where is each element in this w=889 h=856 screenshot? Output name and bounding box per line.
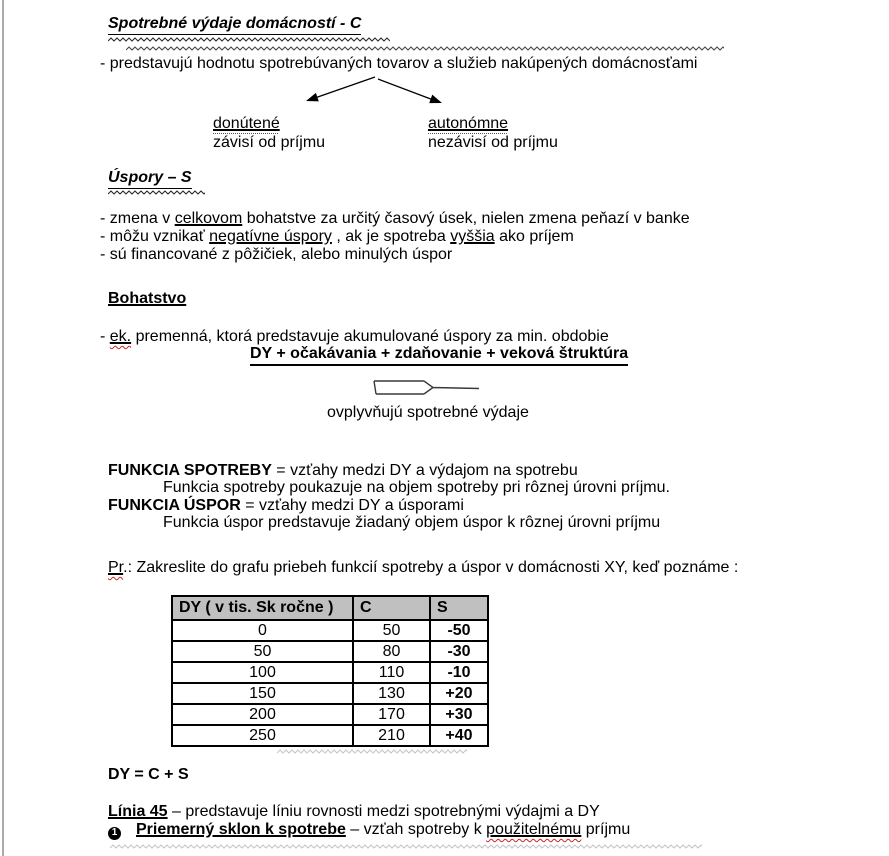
table-row: 200 170 +30 xyxy=(172,704,488,725)
table-row: 150 130 +20 xyxy=(172,683,488,704)
function-consumption-sub: Funkcia spotreby poukazuje na objem spotreby pri rôznej úrovni príjmu. xyxy=(163,479,670,496)
section-title-savings xyxy=(108,169,192,189)
branch-left-term: donútené xyxy=(213,115,280,132)
equation-dy: DY = C + S xyxy=(108,766,189,783)
branch-split-arrows-icon xyxy=(292,74,452,106)
savings-bullet-2: - môžu vznikať negatívne úspory , ak je spotreba vyššia ako príjem xyxy=(100,228,574,245)
savings-bullets xyxy=(100,210,690,264)
savings-bullet-1: - zmena v celkovom bohatstve za určitý časový úsek, nielen zmena peňazí v banke xyxy=(100,210,690,227)
table-row: 100 110 -10 xyxy=(172,662,488,683)
section-title-wealth xyxy=(108,290,186,308)
intro-paragraph: - predstavujú hodnotu spotrebúvaných tovarov a služieb nakúpených domácnosťami xyxy=(100,55,698,72)
table-header-c: C xyxy=(353,596,430,620)
pencil-pointer-icon xyxy=(372,378,482,398)
wealth-formula-wrap xyxy=(250,345,628,366)
squiggle-artifact-faint xyxy=(277,749,467,754)
wealth-underlined-word: ek. xyxy=(109,328,132,345)
section-title-consumption xyxy=(108,15,361,35)
table-row: 250 210 +40 xyxy=(172,725,488,746)
squiggle-under-title-consumption xyxy=(108,37,390,42)
exercise-line: Pr.: Zakreslite do grafu priebeh funkcií spotreby a úspor v domácnosti XY, keď poznáme : xyxy=(108,559,739,576)
branch-right xyxy=(428,114,558,152)
function-savings-line: FUNKCIA ÚSPOR = vzťahy medzi DY a úsporami xyxy=(108,497,464,514)
line45-term: Línia 45 xyxy=(108,803,168,820)
function-savings-term: FUNKCIA ÚSPOR xyxy=(108,497,241,514)
wealth-bullet: - ek. premenná, ktorá predstavuje akumulované úspory za min. obdobie xyxy=(100,328,609,345)
wealth-formula: DY + očakávania + zdaňovanie + veková štruktúra xyxy=(250,345,628,366)
title-savings-text: Úspory – S xyxy=(108,169,192,189)
apc-row: 1 Priemerný sklon k spotrebe – vzťah spotreby k použitelnému príjmu xyxy=(108,821,630,839)
table-row: 0 50 -50 xyxy=(172,620,488,641)
function-consumption-line: FUNKCIA SPOTREBY = vzťahy medzi DY a výdajom na spotrebu xyxy=(108,462,578,479)
branch-right-desc: nezávisí od príjmu xyxy=(428,134,558,151)
function-consumption-term: FUNKCIA SPOTREBY xyxy=(108,462,272,479)
branch-right-term: autonómne xyxy=(428,115,509,132)
table-header-s: S xyxy=(430,596,488,620)
dy-c-s-table xyxy=(171,595,489,747)
squiggle-line-artifact xyxy=(126,46,724,51)
numbered-disc-one-icon: 1 xyxy=(108,827,121,840)
branch-left xyxy=(213,114,325,152)
exercise-label: Pr xyxy=(108,559,124,576)
wealth-caption: ovplyvňujú spotrebné výdaje xyxy=(327,404,529,421)
squiggle-under-title-savings xyxy=(108,190,205,195)
title-wealth-text: Bohatstvo xyxy=(108,290,187,307)
title-consumption-text: Spotrebné výdaje domácností - C xyxy=(108,15,361,35)
table-row: 50 80 -30 xyxy=(172,641,488,662)
function-savings-sub: Funkcia úspor predstavuje žiadaný objem úspor k rôznej úrovni príjmu xyxy=(163,514,661,531)
savings-bullet-3: - sú financované z pôžičiek, alebo minulých úspor xyxy=(100,246,453,263)
table-header-dy: DY ( v tis. Sk ročne ) xyxy=(172,596,353,620)
table-header-row xyxy=(172,596,488,620)
squiggle-artifact-faint xyxy=(110,844,702,849)
branch-left-desc: závisí od príjmu xyxy=(213,134,326,151)
apc-term: Priemerný sklon k spotrebe xyxy=(136,821,346,838)
apc-underlined-word: použitelnému xyxy=(486,821,582,838)
line45-row: Línia 45 – predstavuje líniu rovnosti medzi spotrebnými výdajmi a DY xyxy=(108,803,600,820)
page-left-edge xyxy=(2,0,4,856)
